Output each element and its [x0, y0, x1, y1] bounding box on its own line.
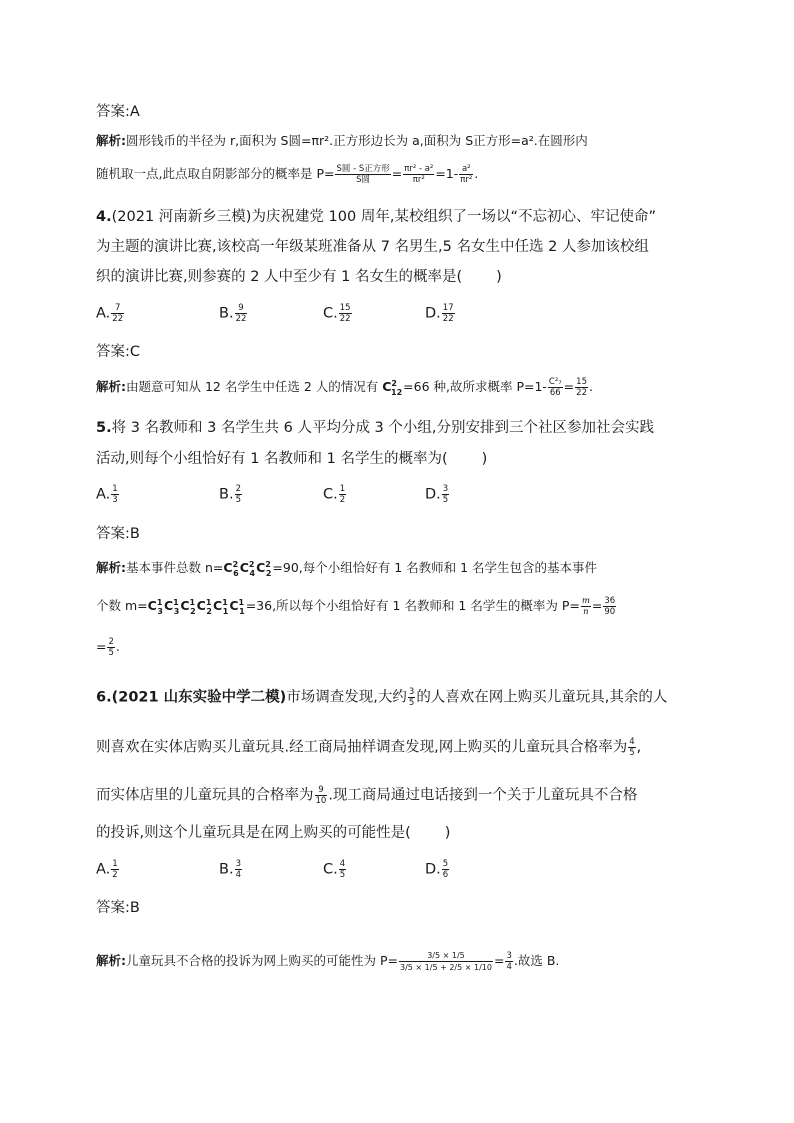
question-6-line-2: 则喜欢在实体店购买儿童玩具.经工商局抽样调查发现,网上购买的儿童玩具合格率为 $\frac{4}{5}$ , [96, 737, 642, 758]
question-text: 为主题的演讲比赛,该校高一年级某班准备从 7 名男生,5 名女生中任选 2 人参加该校组 [96, 239, 649, 255]
option-c[interactable]: C. $\frac{15}{22}$ [323, 303, 351, 324]
question-5-line-2: 活动,则每个小组恰好有 1 名教师和 1 名学生的概率为( ) [96, 451, 488, 467]
option-a[interactable]: A. $\frac{7}{22}$ [96, 303, 124, 324]
answer-label: 答案: [96, 104, 130, 120]
analysis-text: =1- [435, 166, 459, 181]
answer-line-4: 答案:C [96, 344, 141, 360]
analysis-line-3b: 随机取一点,此点取自阴影部分的概率是 P= $\frac{\text{S圆 - S正方形}}{\text{S圆}}$ = $\frac{\text{πr² - a²}}{\text{πr²}}$ =1- $\frac{\text{a²}}{\text{πr²}}$ . [96, 164, 479, 185]
compound-fraction: $\frac{3/5 \times 1/5}{3/5 \times 1/5 + 2/5 \times 1/10}$ [400, 951, 492, 972]
answer-value: B [129, 900, 140, 916]
fraction: $\frac{\text{πr² - a²}}{\text{πr²}}$ [404, 164, 434, 185]
option-d[interactable]: D. $\frac{3}{5}$ [425, 484, 449, 505]
answer-line-5: 答案:B [96, 526, 140, 542]
question-source: (2021 山东实验中学二模) [111, 689, 287, 706]
question-6-line-1: 6.(2021 山东实验中学二模)市场调查发现,大约 $\frac{3}{5}$ 的人喜欢在网上购买儿童玩具,其余的人 [96, 687, 668, 708]
option-a[interactable]: A. $\frac{1}{3}$ [96, 484, 118, 505]
question-text: 织的演讲比赛,则参赛的 2 人中至少有 1 名女生的概率是( [96, 269, 463, 285]
question-number: 4. [96, 209, 112, 225]
fraction: $\frac{\text{S圆 - S正方形}}{\text{S圆}}$ [336, 164, 390, 185]
question-text: 为庆祝建党 100 周年,某校组织了一场以“不忘初心、牢记使命” [251, 209, 656, 225]
option-b[interactable]: B. $\frac{3}{4}$ [219, 859, 241, 880]
question-number: 5. [96, 420, 112, 436]
analysis-line-5c: = $\frac{2}{5}$ . [96, 637, 120, 658]
question-6-line-4: 的投诉,则这个儿童玩具是在网上购买的可能性是( ) [96, 825, 451, 841]
option-d[interactable]: D. $\frac{5}{6}$ [425, 859, 449, 880]
fraction: $\frac{\text{a²}}{\text{πr²}}$ [460, 164, 473, 185]
analysis-line-4: 解析:由题意可知从 12 名学生中任选 2 人的情况有 $C^2_{12}=66$ 种,故所求概率 P=1- $\frac{\text{C²₇}}{66}$ = $\frac{15}{22}$ . [96, 377, 593, 399]
question-text: 将 3 名教师和 3 名学生共 6 人平均分成 3 个小组,分别安排到三个社区参加社会实践 [111, 420, 654, 436]
question-4-line-1 [96, 207, 656, 227]
answer-line-6: 答案:B [96, 900, 140, 916]
analysis-text: 圆形钱币的半径为 r,面积为 S圆=πr².正方形边长为 a,面积为 S正方形=a².在圆形内 [126, 133, 588, 148]
analysis-line-3a [96, 131, 588, 151]
question-5-line-1 [96, 418, 654, 438]
analysis-label: 解析: [96, 133, 126, 148]
option-c[interactable]: C. $\frac{1}{2}$ [323, 484, 346, 505]
question-4-line-2 [96, 237, 649, 257]
analysis-text: 随机取一点,此点取自阴影部分的概率是 P= [96, 166, 335, 181]
option-a[interactable]: A. $\frac{1}{2}$ [96, 859, 118, 880]
analysis-line-6: 解析:儿童玩具不合格的投诉为网上购买的可能性为 P= $\frac{3/5 \times 1/5}{3/5 \times 1/5 + 2/5 \times 1/10}$ = $\frac{3}{4}$ .故选 B. [96, 951, 560, 972]
answer-value: C [129, 344, 141, 360]
analysis-line-5b: 个数 $m=C^1_3C^1_3C^1_2C^1_2C^1_1C^1_1=36$,所以每个小组恰好有 1 名教师和 1 名学生的概率为 P= $\frac{m}{n}$ = $\frac{36}{90}$ [96, 596, 616, 618]
question-4-line-3: 织的演讲比赛,则参赛的 2 人中至少有 1 名女生的概率是( ) [96, 269, 502, 285]
answer-line-3 [96, 102, 140, 122]
option-c[interactable]: C. $\frac{4}{5}$ [323, 859, 346, 880]
question-number: 6. [96, 689, 112, 706]
option-b[interactable]: B. $\frac{2}{5}$ [219, 484, 241, 505]
option-d[interactable]: D. $\frac{17}{22}$ [425, 303, 454, 324]
option-b[interactable]: B. $\frac{9}{22}$ [219, 303, 247, 324]
question-6-line-3: 而实体店里的儿童玩具的合格率为 $\frac{9}{10}$ .现工商局通过电话接到一个关于儿童玩具不合格 [96, 785, 638, 806]
question-source: (2021 河南新乡三模) [111, 209, 252, 225]
answer-value: A [129, 104, 140, 120]
analysis-line-5a: 解析:基本事件总数 $n=C^2_6C^2_4C^2_2=90$,每个小组恰好有 1 名教师和 1 名学生包含的基本事件 [96, 560, 598, 578]
answer-value: B [129, 526, 140, 542]
